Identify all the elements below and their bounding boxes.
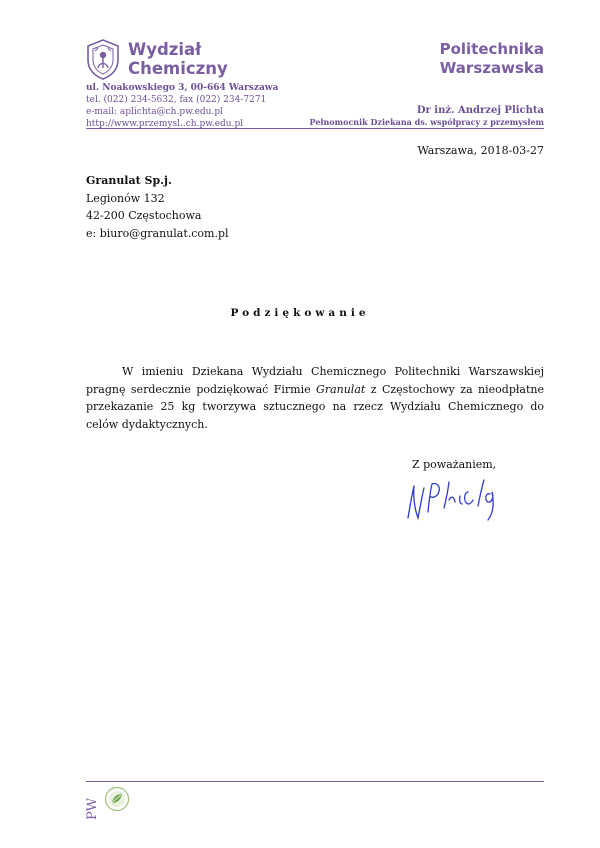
letter-closing: Z poważaniem, bbox=[412, 458, 497, 471]
faculty-contact-block bbox=[86, 82, 278, 130]
pw-mark-text: PW bbox=[85, 797, 100, 820]
header-divider bbox=[86, 128, 544, 129]
faculty-phone-fax: tel. (022) 234-5632, fax (022) 234-7271 bbox=[86, 95, 267, 105]
faculty-crest-icon bbox=[84, 38, 122, 80]
recipient-email: e: biuro@granulat.com.pl bbox=[86, 226, 229, 240]
letter-body bbox=[86, 363, 544, 433]
body-text-part1: W imieniu Dziekana Wydziału Chemicznego Politechniki Warszawskiej pragnę serdecznie podziękować Firmie bbox=[86, 365, 544, 396]
body-company-name: Granulat bbox=[316, 382, 366, 396]
letter-body-paragraph bbox=[86, 363, 544, 433]
recipient-address bbox=[86, 172, 229, 242]
faculty-email-link[interactable]: e-mail: aplichta@ch.pw.edu.pl bbox=[86, 107, 223, 117]
body-text-part2: z Częstochowy za nieodpłatne przekazanie 25 kg tworzywa sztucznego na rzecz Wydziału Chemicznego do celów dydaktycznych. bbox=[86, 382, 544, 431]
faculty-name-line1: Wydział bbox=[128, 40, 202, 59]
recipient-city: 42-200 Częstochowa bbox=[86, 209, 202, 222]
university-name bbox=[440, 40, 544, 78]
letter-title: Podziękowanie bbox=[230, 307, 370, 319]
university-name-line2: Warszawska bbox=[439, 59, 544, 77]
signatory-role: Pełnomocnik Dziekana ds. współpracy z przemysłem bbox=[309, 117, 544, 127]
pw-monogram-icon bbox=[82, 786, 104, 822]
faculty-address: ul. Noakowskiego 3, 00-664 Warszawa bbox=[86, 83, 279, 93]
faculty-name bbox=[128, 40, 268, 78]
signatory-name: Dr inż. Andrzej Plichta bbox=[416, 105, 544, 116]
university-name-line1: Politechnika bbox=[439, 40, 544, 58]
signatory-block bbox=[310, 104, 544, 128]
green-leaf-logo-icon bbox=[104, 786, 130, 812]
faculty-name-line2: Chemiczny bbox=[128, 59, 228, 78]
handwritten-signature bbox=[402, 472, 502, 528]
recipient-company: Granulat Sp.j. bbox=[86, 174, 172, 187]
faculty-website-link[interactable]: http://www.przemysl..ch.pw.edu.pl bbox=[86, 119, 244, 129]
recipient-street: Legionów 132 bbox=[86, 191, 165, 205]
footer-divider bbox=[86, 781, 544, 782]
letter-date: Warszawa, 2018-03-27 bbox=[417, 144, 544, 157]
